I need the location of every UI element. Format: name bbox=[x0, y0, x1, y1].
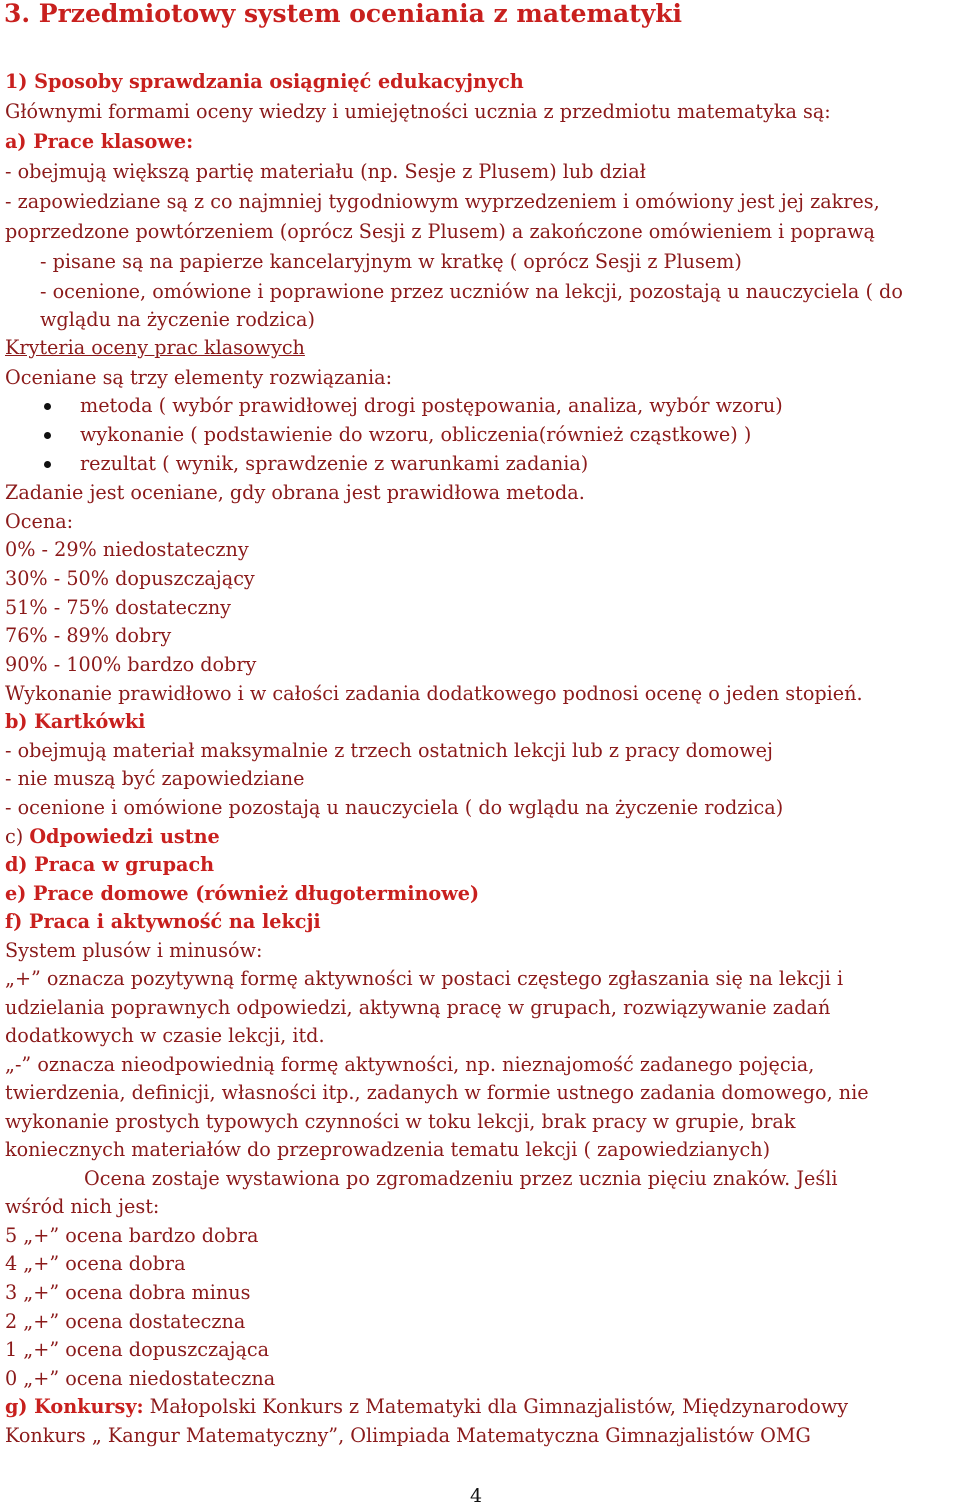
scale-item: 30% - 50% dopuszczający bbox=[5, 567, 255, 590]
subsection-b-heading: b) Kartkówki bbox=[5, 710, 146, 733]
contests-text-2: Konkurs „ Kangur Matematyczny”, Olimpiada Matematyczna Gimnazjalistów OMG bbox=[5, 1424, 811, 1447]
a-line: wglądu na życzenie rodzica) bbox=[40, 308, 315, 331]
minus-line: wykonanie prostych typowych czynności w toku lekcji, brak pracy w grupie, brak bbox=[5, 1110, 796, 1133]
plus-line: udzielania poprawnych odpowiedzi, aktywną pracę w grupach, rozwiązywanie zadań bbox=[5, 996, 831, 1019]
subsection-d-heading: d) Praca w grupach bbox=[5, 853, 215, 876]
subsection-c bbox=[5, 825, 220, 849]
plus-scale-item: 5 „+” ocena bardzo dobra bbox=[5, 1224, 259, 1247]
scale-item: 76% - 89% dobry bbox=[5, 624, 172, 647]
a-line: poprzedzone powtórzeniem (oprócz Sesji z Plusem) a zakończone omówieniem i poprawą bbox=[5, 220, 875, 243]
count-line: wśród nich jest: bbox=[5, 1195, 160, 1218]
plus-system-intro: System plusów i minusów: bbox=[5, 939, 263, 962]
a-line: - pisane są na papierze kancelaryjnym w kratkę ( oprócz Sesji z Plusem) bbox=[40, 250, 742, 273]
bullet-icon bbox=[44, 432, 51, 439]
subsection-g-heading: g) Konkursy: bbox=[5, 1395, 144, 1418]
extra-task-note: Wykonanie prawidłowo i w całości zadania dodatkowego podnosi ocenę o jeden stopień. bbox=[5, 682, 863, 705]
page-number: 4 bbox=[470, 1485, 483, 1507]
scale-heading: Ocena: bbox=[5, 510, 74, 533]
scale-item: 0% - 29% niedostateczny bbox=[5, 538, 249, 561]
plus-line: „+” oznacza pozytywną formę aktywności w postaci częstego zgłaszania się na lekcji i bbox=[5, 967, 844, 990]
scale-item: 51% - 75% dostateczny bbox=[5, 596, 232, 619]
page-title: 3. Przedmiotowy system oceniania z matematyki bbox=[4, 0, 683, 28]
b-line: - ocenione i omówione pozostają u nauczyciela ( do wglądu na życzenie rodzica) bbox=[5, 796, 784, 819]
criteria-note: Zadanie jest oceniane, gdy obrana jest prawidłowa metoda. bbox=[5, 481, 585, 504]
subsection-f-heading: f) Praca i aktywność na lekcji bbox=[5, 910, 321, 933]
subsection-c-heading: Odpowiedzi ustne bbox=[29, 825, 220, 848]
minus-line: twierdzenia, definicji, własności itp., zadanych w formie ustnego zadania domowego, nie bbox=[5, 1081, 869, 1104]
count-line: Ocena zostaje wystawiona po zgromadzeniu przez ucznia pięciu znaków. Jeśli bbox=[84, 1167, 838, 1190]
contests-line bbox=[5, 1395, 848, 1419]
criteria-heading: Kryteria oceny prac klasowych bbox=[5, 336, 305, 359]
plus-scale-item: 4 „+” ocena dobra bbox=[5, 1252, 186, 1275]
subsection-e-heading: e) Prace domowe (również długoterminowe) bbox=[5, 882, 480, 905]
bullet-icon bbox=[44, 461, 51, 468]
contests-text: Małopolski Konkurs z Matematyki dla Gimnazjalistów, Międzynarodowy bbox=[143, 1395, 849, 1418]
criteria-bullet: rezultat ( wynik, sprawdzenie z warunkami zadania) bbox=[80, 452, 589, 475]
c-prefix: c) bbox=[5, 825, 30, 848]
minus-line: „-” oznacza nieodpowiednią formę aktywności, np. nieznajomość zadanego pojęcia, bbox=[5, 1053, 815, 1076]
b-line: - nie muszą być zapowiedziane bbox=[5, 767, 305, 790]
criteria-intro: Oceniane są trzy elementy rozwiązania: bbox=[5, 366, 393, 389]
subsection-a-heading: a) Prace klasowe: bbox=[5, 130, 194, 153]
section-heading: 1) Sposoby sprawdzania osiągnięć edukacyjnych bbox=[5, 70, 524, 93]
plus-scale-item: 1 „+” ocena dopuszczająca bbox=[5, 1338, 270, 1361]
a-line: - zapowiedziane są z co najmniej tygodniowym wyprzedzeniem i omówiony jest jej zakres, bbox=[5, 190, 880, 213]
plus-line: dodatkowych w czasie lekcji, itd. bbox=[5, 1024, 325, 1047]
scale-item: 90% - 100% bardzo dobry bbox=[5, 653, 257, 676]
b-line: - obejmują materiał maksymalnie z trzech ostatnich lekcji lub z pracy domowej bbox=[5, 739, 773, 762]
plus-scale-item: 0 „+” ocena niedostateczna bbox=[5, 1367, 276, 1390]
a-line: - ocenione, omówione i poprawione przez uczniów na lekcji, pozostają u nauczyciela ( do bbox=[40, 280, 903, 303]
plus-scale-item: 3 „+” ocena dobra minus bbox=[5, 1281, 251, 1304]
intro-text: Głównymi formami oceny wiedzy i umiejętności ucznia z przedmiotu matematyka są: bbox=[5, 100, 831, 123]
bullet-icon bbox=[44, 403, 51, 410]
minus-line: koniecznych materiałów do przeprowadzenia tematu lekcji ( zapowiedzianych) bbox=[5, 1138, 771, 1161]
plus-scale-item: 2 „+” ocena dostateczna bbox=[5, 1310, 246, 1333]
criteria-bullet: wykonanie ( podstawienie do wzoru, obliczenia(również cząstkowe) ) bbox=[80, 423, 752, 446]
a-line: - obejmują większą partię materiału (np. Sesje z Plusem) lub dział bbox=[5, 160, 646, 183]
criteria-bullet: metoda ( wybór prawidłowej drogi postępowania, analiza, wybór wzoru) bbox=[80, 394, 783, 417]
